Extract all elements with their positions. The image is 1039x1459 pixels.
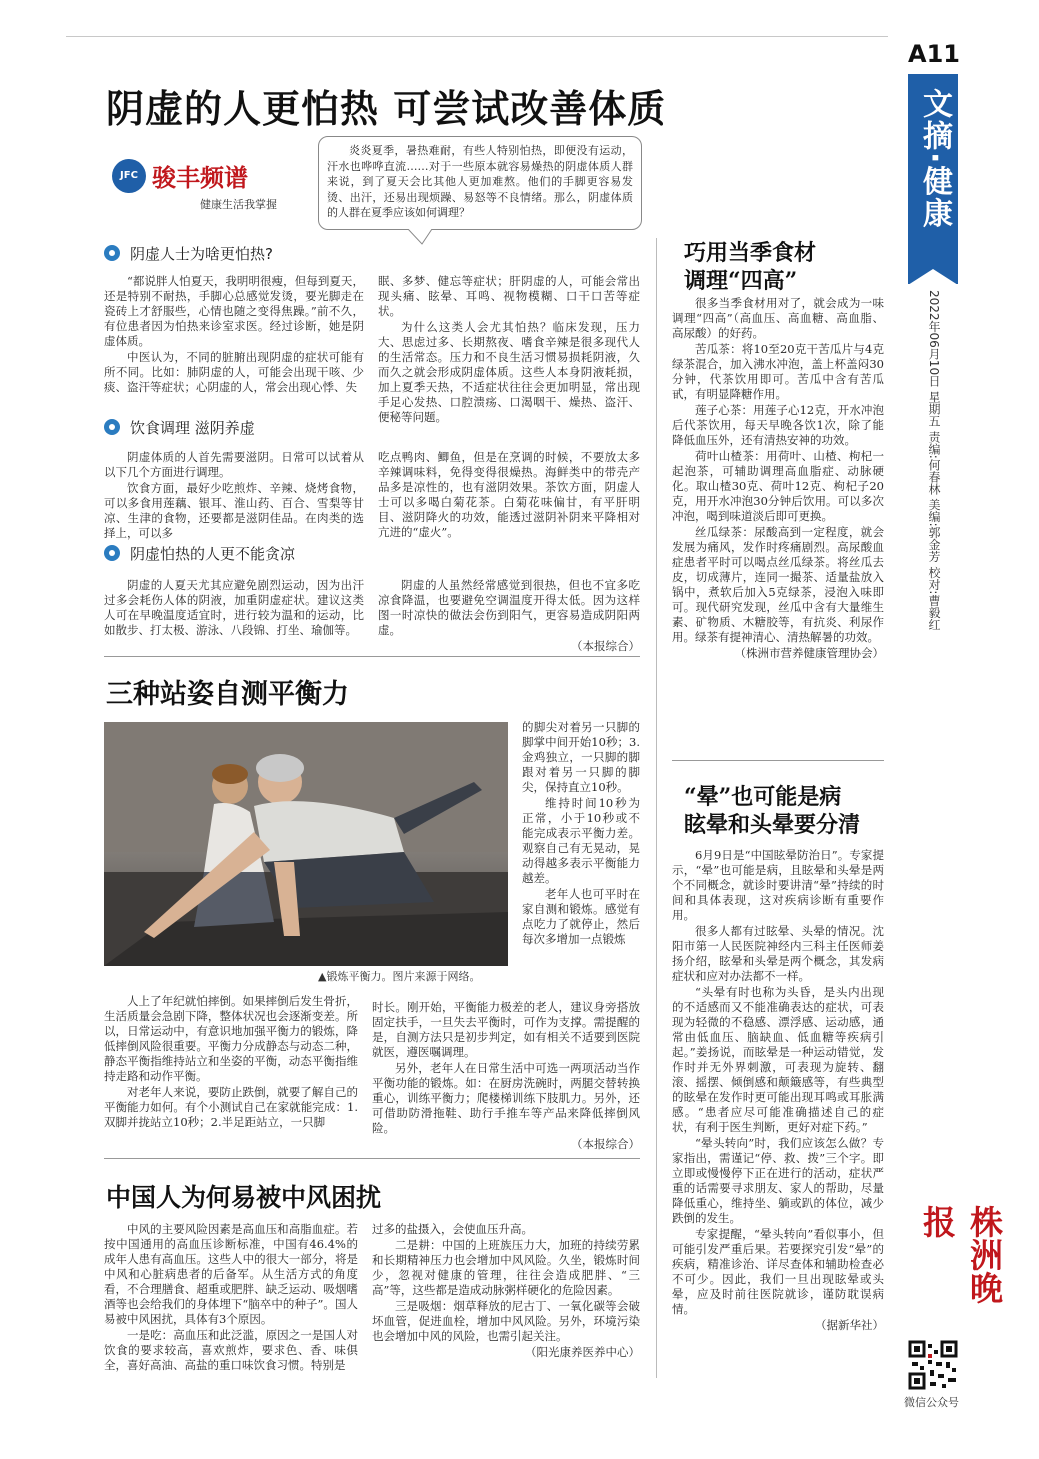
paragraph: 吃点鸭肉、鲫鱼，但是在烹调的时候，不要放太多辛辣调味料，免得变得很燥热。海鲜类中的带壳产品多是凉性的，也有滋阴效果。茶饮方面，阴虚人士可以多喝白菊花茶。白菊花味偏甘，有平肝明目、滋阴降火的功效，能透过滋阴补阴来平降相对亢进的“虚火”。 — [378, 450, 640, 539]
article1-title: 阴虚的人更怕热 可尝试改善体质 — [106, 87, 667, 131]
paragraph: 很多当季食材用对了，就会成为一味调理“四高”（高血压、高血糖、高血脂、高尿酸）的好药。 — [672, 296, 884, 340]
paragraph: 人上了年纪就怕摔倒。如果摔倒后发生骨折，生活质量会急剧下降，整体状况也会逐渐变差。所以，日常运动中，有意识地加强平衡力的锻炼，降低摔倒风险很重要。平衡力分成静态与动态二种，静态平衡指维持站立和坐姿的平衡，动态平衡指维持走路和动作平衡。 — [104, 994, 358, 1083]
paragraph: 眠、多梦、健忘等症状；肝阴虚的人，可能会常出现头痛、眩晕、耳鸣、视物模糊、口干口苦等症状。 — [378, 274, 640, 318]
paragraph: 阴虚的人虽然经常感觉到很热，但也不宜多吃凉食降温，也要避免空调温度开得太低。因为这样图一时凉快的做法会伤到阳气，更容易造成阴阳两虚。 — [378, 578, 640, 637]
paragraph: 饮食方面，最好少吃煎炸、辛辣、烧烤食物，可以多食用莲藕、银耳、淮山药、百合、雪梨等甘凉、生津的食物，还要都是滋阴佳品。在肉类的选择上，可以多 — [104, 481, 364, 540]
paragraph: 维持时间10秒为正常，小于10秒或不能完成表示平衡力差。观察自己有无晃动，晃动得越多表示平衡能力越差。 — [522, 796, 640, 885]
article4-title-line2: 调理“四高” — [684, 268, 798, 294]
article3-col1 — [104, 1222, 358, 1374]
banner-notch-icon — [908, 263, 958, 285]
paragraph: 时长。刚开始，平衡能力极差的老人，建议身旁搭放固定扶手，一旦失去平衡时，可作为支撑。需提醒的是，自测方法只是初步判定，如有相关不适要到医院就医，遵医嘱调理。 — [372, 1000, 640, 1059]
section-title: 文摘·健康 — [917, 88, 952, 230]
column-divider — [656, 238, 657, 1378]
article2-title: 三种站姿自测平衡力 — [106, 679, 349, 710]
divider — [104, 1158, 640, 1159]
section-banner — [908, 74, 958, 284]
paragraph: 苦瓜茶：将10至20克干苦瓜片与4克绿茶混合，加入沸水冲泡，盖上杯盖闷30分钟，代茶饮用即可。苦瓜中含有苦瓜甙，有明显降糖作用。 — [672, 342, 884, 401]
section-heading-text: 阴虚人士为啥更怕热? — [130, 244, 273, 263]
paragraph: 另外，老年人在日常生活中可选一两项活动当作平衡功能的锻炼。如：在厨房洗碗时，两腿交替转换重心，训练平衡力；爬楼梯训练下肢肌力。另外，还可借助防滑拖鞋、助行手推车等产品来降低摔倒风险。 — [372, 1061, 640, 1135]
newspaper-logo-box — [914, 1205, 1004, 1335]
paragraph: 三是吸烟：烟草释放的尼古丁、一氧化碳等会破坏血管，促进血栓，增加中风风险。另外，环境污染也会增加中风的风险，也需引起关注。 — [372, 1299, 640, 1343]
paragraph: 专家提醒，“晕头转向”看似事小，但可能引发严重后果。若要探究引发“晕”的疾病，精准诊治、详尽查体和辅助检查必不可少。因此，我们一旦出现眩晕或头晕，应及时前往医院就诊，谨防耽误病情。 — [672, 1227, 884, 1316]
paragraph: 为什么这类人会尤其怕热？临床发现，压力大、思虑过多、长期熬夜、嗜食辛辣是很多现代人的生活常态。压力和不良生活习惯易损耗阴液，久而久之就会形成阴虚体质。这些人本身阴液耗损，加上夏季天热，不适症状往往会更加明显，常出现手足心发热、口腔溃疡、口渴咽干、燥热、盗汗、便秘等问题。 — [378, 320, 640, 424]
page-sidebar — [902, 0, 1039, 1459]
paragraph: 阴虚体质的人首先需要滋阴。日常可以试着从以下几个方面进行调理。 — [104, 450, 364, 479]
article3-col2 — [372, 1222, 640, 1360]
jfc-logo-abbr: JFC — [120, 170, 138, 181]
jfc-logo-name: 骏丰频谱 — [152, 164, 248, 192]
article1-intro: 炎炎夏季，暑热难耐，有些人特别怕热，即便没有运动，汗水也哗哗直流……对于一些原本就容易燥热的阴虚体质人群来说，到了夏天会比其他人更加难熬。他们的手脚更容易发烫、出汗，还易出现烦躁、易怒等不良情绪。那么，阴虚体质的人群在夏季应该如何调理？ — [327, 144, 633, 219]
paragraph: 阴虚的人夏天尤其应避免剧烈运动，因为出汗过多会耗伤人体的阴液，加重阴虚症状。建议这类人可在早晚温度适宜时，进行较为温和的运动，比如散步、打太极、游泳、八段锦、打坐、瑜伽等。 — [104, 578, 364, 637]
paragraph: 中医认为，不同的脏腑出现阴虚的症状可能有所不同。比如：肺阴虚的人，可能会出现干咳、少痰、盗汗等症状；心阴虚的人，常会出现心悸、失 — [104, 350, 364, 394]
page-number: A11 — [908, 40, 960, 68]
paragraph: 二是耕：中国的上班族压力大，加班的持续劳累和长期精神压力也会增加中风风险。久坐，锻炼时间少，忽视对健康的管理，往往会造成肥胖、“三高”等，这些都是造成动脉粥样硬化的危险因素。 — [372, 1238, 640, 1297]
article4-body — [672, 296, 884, 661]
article1-section2-heading — [104, 416, 640, 438]
section-bullet-icon — [104, 419, 120, 435]
photo-figures-icon — [104, 722, 508, 966]
paragraph: 荷叶山楂茶：用荷叶、山楂、枸杞一起泡茶，可辅助调理高血脂症、动脉硬化。取山楂30克、荷叶12克、枸杞子20克，用开水冲泡30分钟后饮用。可以多次冲泡，喝到味道淡后即可更换。 — [672, 449, 884, 523]
paragraph: 一是吃：高血压和此泛滥，原因之一是国人对饮食的要求较高，喜欢煎炸，要求色、香、味俱全，喜好高油、高盐的重口味饮食习惯。特别是 — [104, 1328, 358, 1372]
paragraph: 中风的主要风险因素是高血压和高脂血症。若按中国通用的高血压诊断标准，中国有46.4%的成年人患有高血压。这些人中的很大一部分，将是中风和心脏病患者的后备军。从生活方式的角度看，不合理膳食、超重或肥胖、缺乏运动、吸烟嗜酒等也会给我们的身体埋下“脑卒中的种子”。国人易被中风困扰，具体有3个原因。 — [104, 1222, 358, 1326]
article5-body — [672, 848, 884, 1333]
side-info: 2022年06月10日 星期五 责编:何春林 美编:郭金芳 校对:曹毅红 — [927, 290, 941, 631]
paragraph: “晕头转向”时，我们应该怎么做？专家指出，需谨记“停、救、拨”三个字。即立即或慢慢停下正在进行的活动，症状严重的话需要寻求朋友、家人的帮助，尽量降低重心，维持坐、躺或趴的体位，减少跌倒的发生。 — [672, 1136, 884, 1225]
paragraph: 很多人都有过眩晕、头晕的情况。沈阳市第一人民医院神经内三科主任医师姜扬介绍，眩晕和头晕是两个概念，其发病症状和应对办法都不一样。 — [672, 924, 884, 983]
article5-title-line2: 眩晕和头晕要分清 — [684, 812, 861, 838]
article1-sec1-col2 — [378, 274, 640, 426]
article4-title-line1: 巧用当季食材 — [684, 240, 817, 266]
section-heading-text: 饮食调理 滋阴养虚 — [130, 418, 255, 437]
article3-title: 中国人为何易被中风困扰 — [106, 1183, 382, 1212]
article3-source: （阳光康养医养中心） — [525, 1345, 640, 1359]
article5-source: （据新华社） — [815, 1318, 884, 1332]
qr-label: 微信公众号 — [904, 1396, 959, 1409]
divider — [672, 760, 884, 761]
section-bullet-icon — [104, 545, 120, 561]
article1-sec1-col1 — [104, 274, 364, 396]
paragraph: 丝瓜绿茶：尿酸高到一定程度，就会发展为痛风，发作时疼痛剧烈。高尿酸血症患者平时可以喝点丝瓜绿茶。将丝瓜去皮，切成薄片，连同一撮茶、适量盐放入锅中，煮软后加入5克绿茶，浸泡入味即可。现代研究发现，丝瓜中含有大量维生素、矿物质、木糖胶等，有抗炎、利尿作用。绿茶有提神清心、清热解暑的功效。 — [672, 525, 884, 644]
article1-sec2-col1 — [104, 450, 364, 542]
article1-section3-heading — [104, 542, 640, 564]
article5-title-line1: “晕”也可能是病 — [684, 784, 842, 810]
article1-source: （本报综合） — [571, 639, 640, 653]
article2-source: （本报综合） — [571, 1137, 640, 1151]
newspaper-logo: 株洲晚报 — [918, 1205, 1004, 1304]
paragraph: 莲子心茶：用莲子心12克，开水冲泡后代茶饮用，每天早晚各饮1次，除了能降低血压外，还有清热安神的功效。 — [672, 403, 884, 447]
section-heading-text: 阴虚怕热的人更不能贪凉 — [130, 544, 296, 563]
paragraph: 6月9日是“中国眩晕防治日”。专家提示，“晕”也可能是病，且眩晕和头晕是两个不同概念，就诊时要讲清“晕”持续的时间和具体表现，这对疾病诊断有重要作用。 — [672, 848, 884, 922]
article1-intro-bubble — [318, 136, 642, 230]
article1-sec3-col1 — [104, 578, 364, 639]
jfc-logo-badge — [112, 159, 146, 193]
jfc-logo-slogan: 健康生活我掌握 — [200, 198, 277, 211]
paragraph: “都说胖人怕夏天，我明明很瘦，但每到夏天，还是特别不耐热，手脚心总感觉发烫，要光脚走在瓷砖上才舒服些，心情也随之变得焦躁。”前不久，有位患者因为怕热来诊室求医。经过诊断，她是阴虚体质。 — [104, 274, 364, 348]
top-rule — [66, 36, 888, 37]
paragraph: “头晕有时也称为头昏，是头内出现的不适感而又不能准确表达的症状，可表现为轻微的不稳感、漂浮感、运动感，通常由低血压、脑缺血、低血糖等疾病引起。”姜扬说，而眩晕是一种运动错觉，发作时并无外界刺激，可表现为旋转、翻滚、摇摆、倾倒感和颠簸感等，有些典型的眩晕在发作时更可能出现耳鸣或耳胀满感。“患者应尽可能准确描述自己的症状，有利于医生判断，更好对症下药。” — [672, 985, 884, 1134]
article2-col1 — [104, 994, 358, 1131]
article4-source: （株洲市营养健康管理协会） — [734, 646, 884, 660]
article2-col2 — [372, 1000, 640, 1152]
qr-code-icon — [908, 1340, 958, 1390]
section-bullet-icon — [104, 245, 120, 261]
paragraph: 对老年人来说，要防止跌倒，就要了解自己的平衡能力如何。有个小测试自己在家就能完成：1.双脚并拢站立10秒；2.半足距站立，一只脚 — [104, 1085, 358, 1129]
divider — [104, 656, 640, 657]
article1-sec3-col2 — [378, 578, 640, 654]
balance-exercise-photo — [104, 722, 508, 966]
paragraph: 的脚尖对着另一只脚的脚掌中间开始10秒；3.金鸡独立，一只脚的脚跟对着另一只脚的脚尖，保持直立10秒。 — [522, 720, 640, 794]
article2-right-col — [522, 720, 640, 948]
jfc-logo — [112, 158, 248, 193]
image-caption: ▲锻炼平衡力。图片来源于网络。 — [318, 970, 481, 983]
article1-sec2-col2 — [378, 450, 640, 541]
paragraph: 老年人也可平时在家自测和锻炼。感觉有点吃力了就停止，然后每次多增加一点锻炼 — [522, 887, 640, 946]
paragraph: 过多的盐摄入，会使血压升高。 — [372, 1222, 533, 1236]
article1-section1-heading — [104, 242, 640, 264]
